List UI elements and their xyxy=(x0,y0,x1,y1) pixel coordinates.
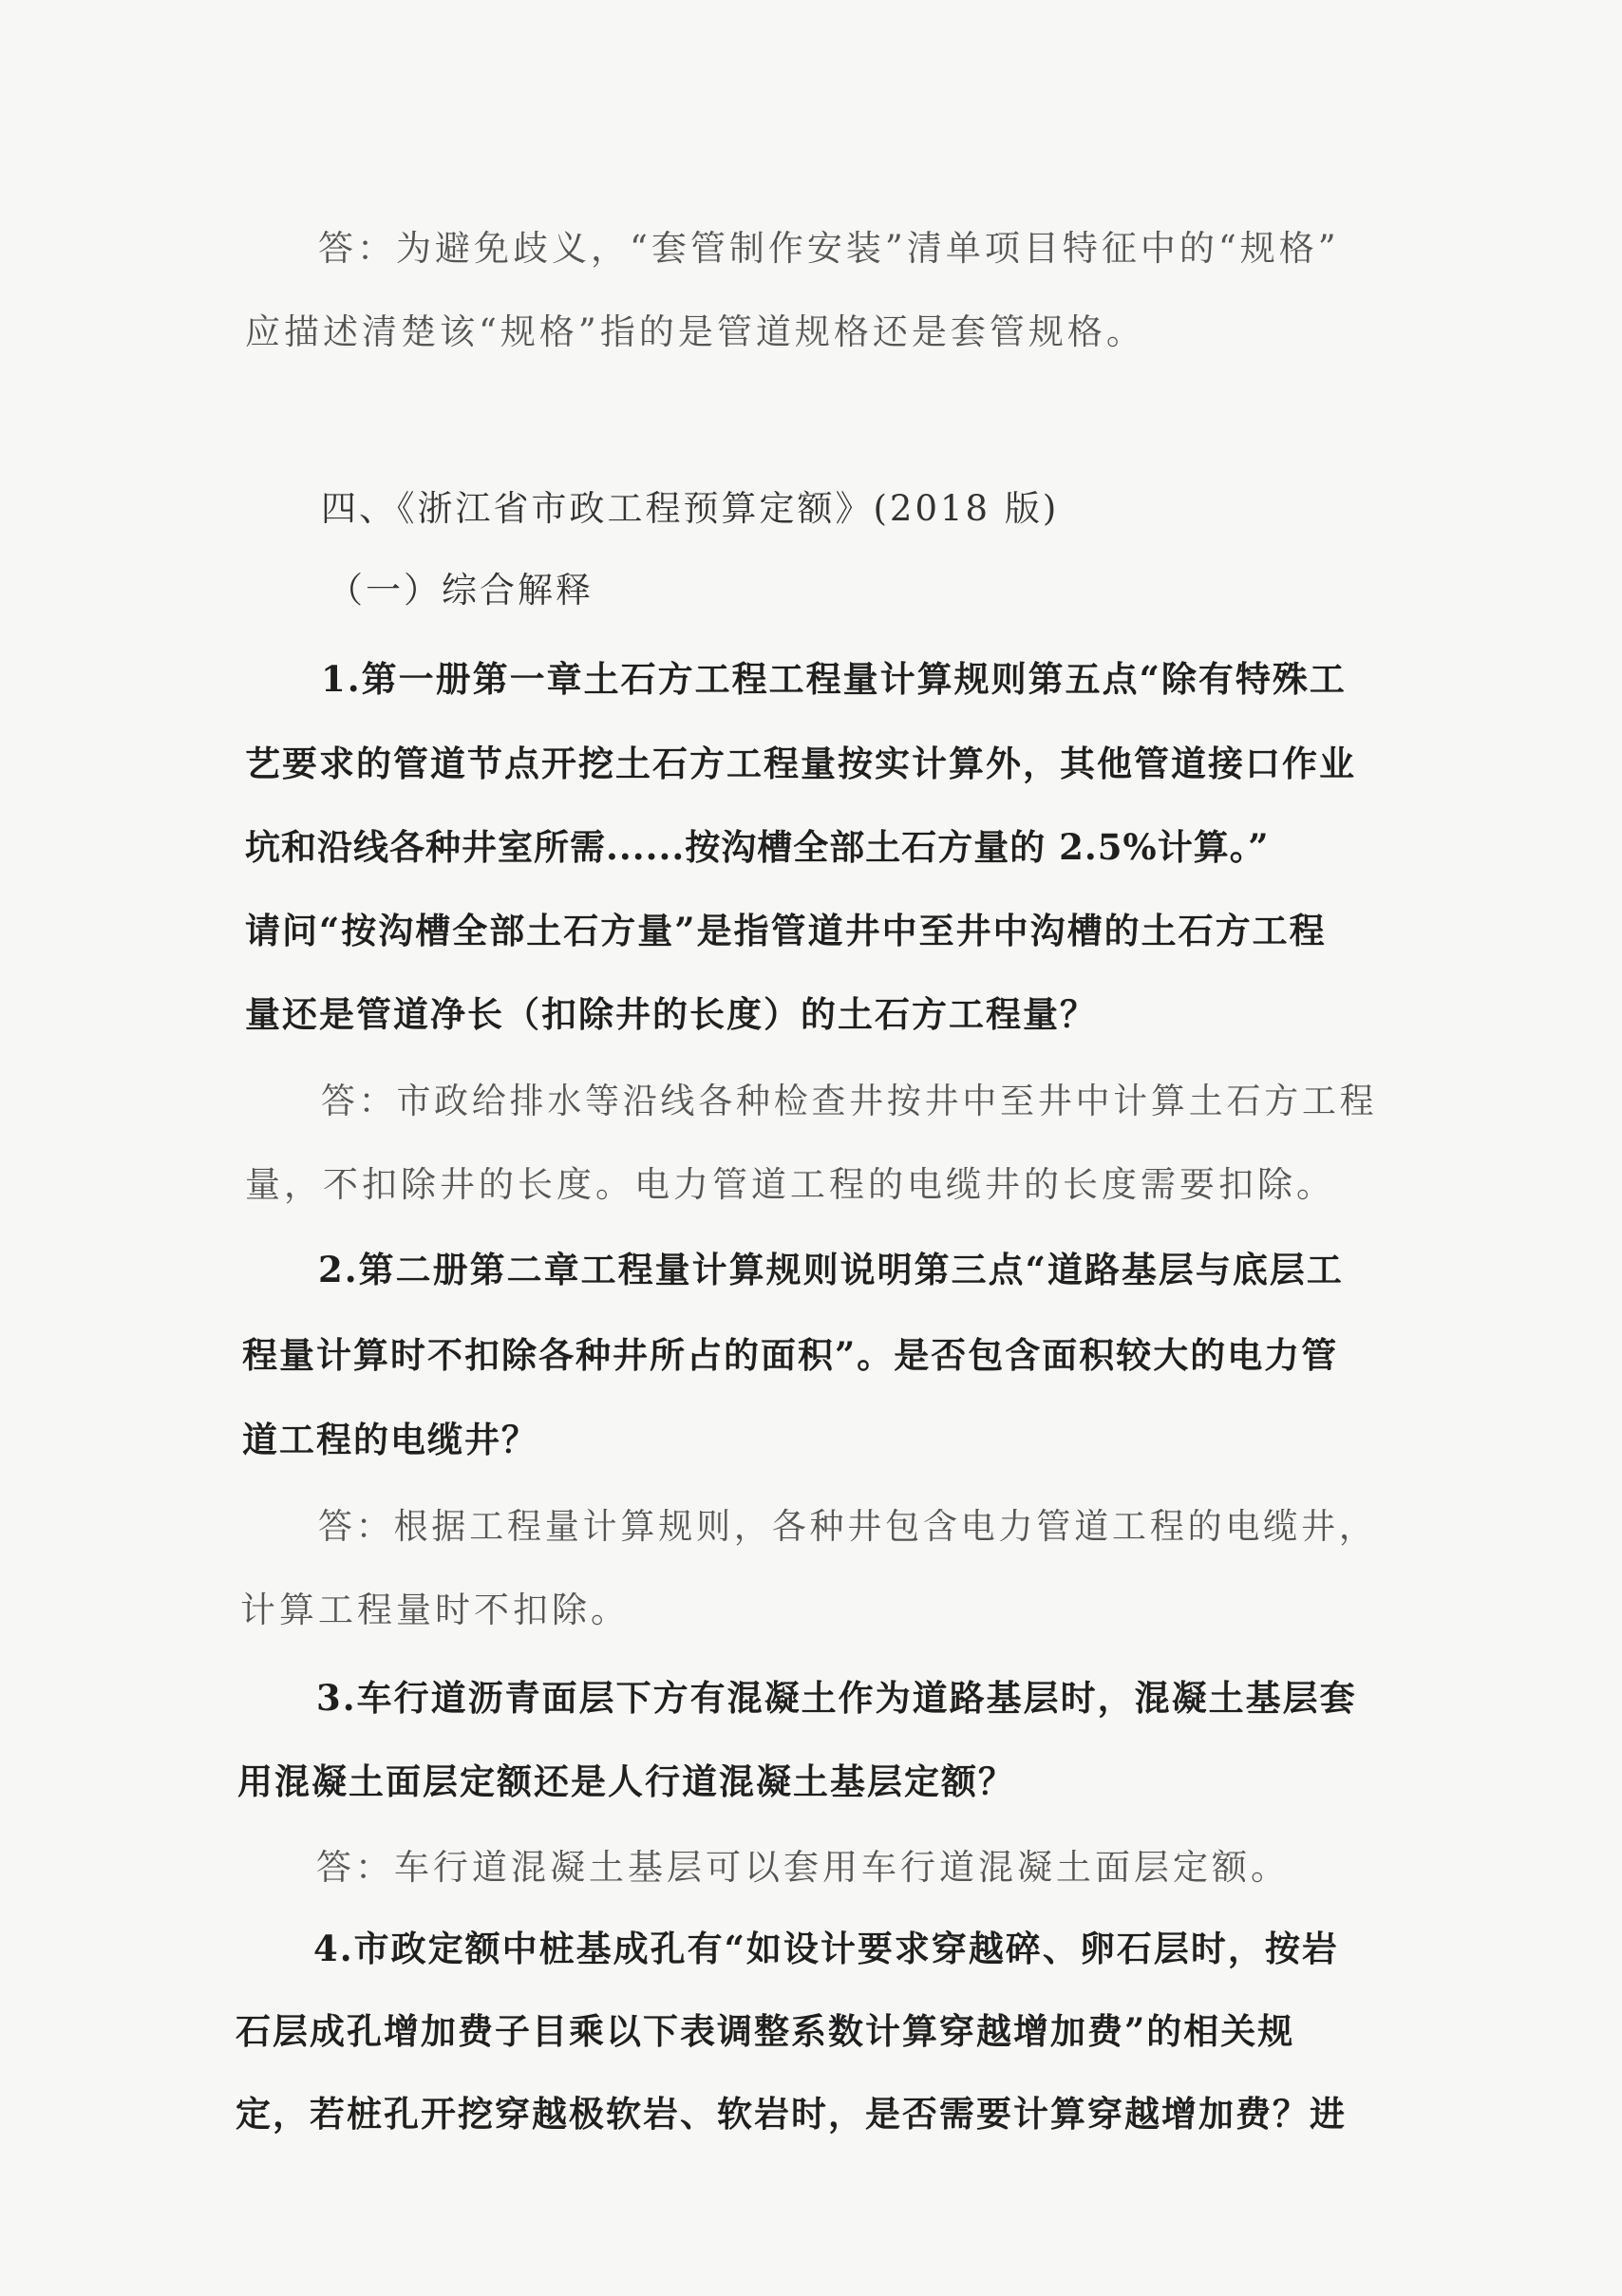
question-line: 坑和沿线各种井室所需......按沟槽全部土石方量的 2.5%计算。” xyxy=(245,826,1270,868)
answer-line: 答：车行道混凝土基层可以套用车行道混凝土面层定额。 xyxy=(316,1847,1290,1888)
question-line: 4.市政定额中桩基成孔有“如设计要求穿越碎、卵石层时，按岩 xyxy=(313,1928,1339,1969)
question-line: 用混凝土面层定额还是人行道混凝土基层定额？ xyxy=(237,1760,1015,1802)
question-line: 定，若桩孔开挖穿越极软岩、软岩时，是否需要计算穿越增加费？进 xyxy=(236,2093,1347,2135)
answer-line: 应描述清楚该“规格”指的是管道规格还是套管规格。 xyxy=(245,311,1145,352)
answer-line: 答：为避免歧义，“套管制作安装”清单项目特征中的“规格” xyxy=(318,228,1340,269)
question-line: 艺要求的管道节点开挖土石方工程量按实计算外，其他管道接口作业 xyxy=(245,743,1356,784)
answer-line: 计算工程量时不扣除。 xyxy=(240,1590,630,1630)
section-heading: 四、《浙江省市政工程预算定额》(2018 版) xyxy=(321,488,1060,529)
question-line: 3.车行道沥青面层下方有混凝土作为道路基层时，混凝土基层套 xyxy=(316,1677,1357,1719)
question-line: 2.第二册第二章工程量计算规则说明第三点“道路基层与底层工 xyxy=(318,1249,1344,1290)
answer-line: 量，不扣除井的长度。电力管道工程的电缆井的长度需要扣除。 xyxy=(245,1164,1335,1205)
subsection-heading: （一）综合解释 xyxy=(328,570,594,611)
question-line: 道工程的电缆井？ xyxy=(242,1419,538,1460)
answer-line: 答：根据工程量计算规则，各种井包含电力管道工程的电缆井， xyxy=(318,1506,1377,1547)
question-line: 1.第一册第一章土石方工程工程量计算规则第五点“除有特殊工 xyxy=(321,658,1347,700)
question-line: 请问“按沟槽全部土石方量”是指管道井中至井中沟槽的土石方工程 xyxy=(245,910,1327,951)
question-line: 石层成孔增加费子目乘以下表调整系数计算穿越增加费”的相关规 xyxy=(236,2010,1295,2052)
question-line: 程量计算时不扣除各种井所占的面积”。是否包含面积较大的电力管 xyxy=(242,1334,1339,1376)
question-line: 量还是管道净长（扣除井的长度）的土石方工程量？ xyxy=(245,993,1097,1035)
answer-line: 答：市政给排水等沿线各种检查井按井中至井中计算土石方工程 xyxy=(321,1081,1378,1121)
